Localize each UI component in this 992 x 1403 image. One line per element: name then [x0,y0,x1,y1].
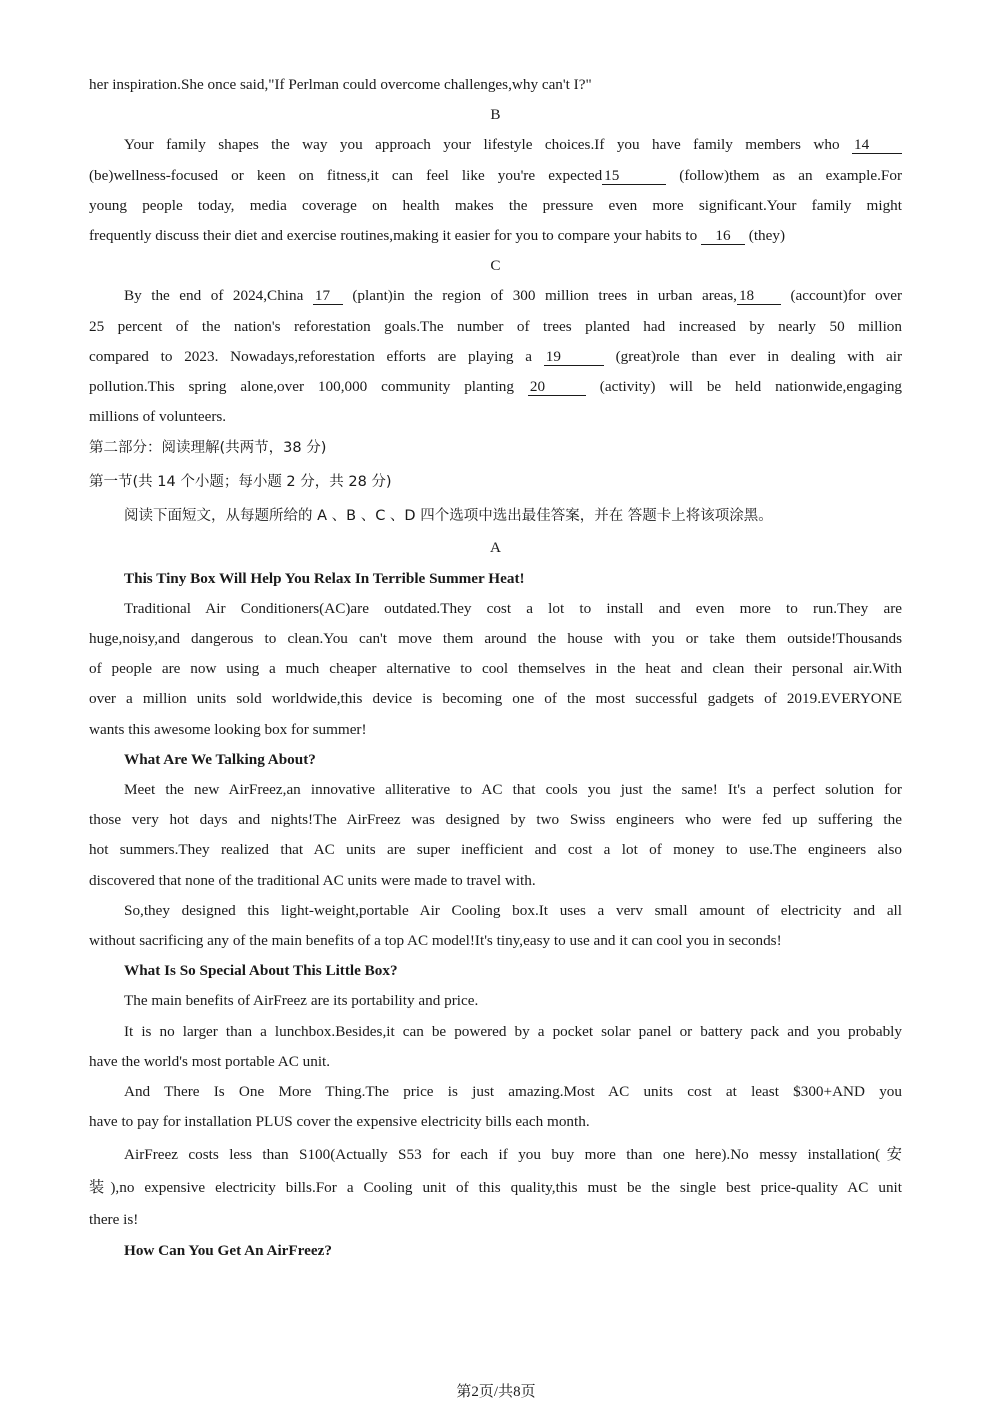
article-subheading-1: What Are We Talking About? [124,750,316,768]
blank-19[interactable]: 19 [544,348,604,366]
article-p1-line-1: Traditional Air Conditioners(AC)are outdated.They cost a lot to install and even more to run.They are [124,599,902,617]
section-b-line-3: young people today, media coverage on health makes the pressure even more significant.Your family might [89,196,902,214]
section-c-heading: C [490,257,501,275]
article-p7-line-1: AirFreez costs less than S100(Actually S53 for each if you buy more than one here).No messy installation(安 [124,1145,902,1163]
article-p5-line-2: have the world's most portable AC unit. [89,1052,331,1070]
article-p3-line-2: without sacrificing any of the main benefits of a top AC model!It's tiny,easy to use and it can cool you in seconds! [89,932,782,950]
blank-20[interactable]: 20 [528,378,586,396]
blank-15[interactable]: 15 [602,167,666,185]
section-c-line-2: 25 percent of the nation's reforestation goals.The number of trees planted had increased by nearly 50 million [89,317,902,335]
article-p4: The main benefits of AirFreez are its portability and price. [124,992,479,1010]
article-p1-line-2: huge,noisy,and dangerous to clean.You can't move them around the house with you or take them outside!Thousands [89,630,902,648]
section-c-line-1: By the end of 2024,China 17 (plant)in the region of 300 million trees in urban areas, 18 (account)for over [124,287,903,305]
article-p2-line-1: Meet the new AirFreez,an innovative alliterative to AC that cools you just the same! It's a perfect solution for [124,781,902,799]
article-p6-line-2: have to pay for installation PLUS cover the expensive electricity bills each month. [89,1113,590,1131]
section-c-line-5: millions of volunteers. [89,408,227,426]
section-b-line-4: frequently discuss their diet and exercise routines,making it easier for you to compare your habits to 16 (they) [89,227,786,245]
article-p1-line-5: wants this awesome looking box for summer! [89,720,367,738]
section-c-line-4: pollution.This spring alone,over 100,000 community planting 20 (activity) will be held nationwide,engaging [89,378,903,396]
part2-instruction: 阅读下面短文，从每题所给的 A 、B 、C 、D 四个选项中选出最佳答案，并在 答题卡上将该项涂黑。 [124,508,773,525]
article-p5-line-1: It is no larger than a lunchbox.Besides,it can be powered by a pocket solar panel or battery pack and you probably [124,1022,902,1040]
article-subheading-3: How Can You Get An AirFreez? [124,1241,332,1259]
article-p6-line-1: And There Is One More Thing.The price is just amazing.Most AC units cost at least $300+AND you [124,1083,902,1101]
article-p1-line-3: of people are now using a much cheaper alternative to cool themselves in the heat and clean their personal air.With [89,660,902,678]
article-p2-line-4: discovered that none of the traditional AC units were made to travel with. [89,871,536,889]
section-c-line-3: compared to 2023. Nowadays,reforestation efforts are playing a 19 (great)role than ever in dealing with air [89,347,903,365]
article-p2-line-2: those very hot days and nights!The AirFreez was designed by two Swiss engineers who were fed up suffering the [89,811,902,829]
section-b-line-2: (be)wellness-focused or keen on fitness,it can feel like you're expected 15 (follow)them as an example.For [89,166,903,184]
blank-14[interactable]: 14 [852,136,902,154]
article-subheading-2: What Is So Special About This Little Box? [124,962,398,980]
article-title: This Tiny Box Will Help You Relax In Terrible Summer Heat! [124,569,525,587]
article-p7-line-3: there is! [89,1210,139,1228]
article-p7-line-2: 装),no expensive electricity bills.For a Cooling unit of this quality,this must be the single best price-quality AC unit [89,1178,902,1196]
blank-16[interactable]: 16 [701,227,745,245]
article-p3-line-1: So,they designed this light-weight,portable Air Cooling box.It uses a verv small amount of electricity and all [124,901,902,919]
blank-18[interactable]: 18 [737,287,781,305]
section-b-heading: B [490,106,501,124]
article-p1-line-4: over a million units sold worldwide,this device is becoming one of the most successful gadgets of 2019.EVERYONE [89,690,902,708]
part2-title: 第二部分：阅读理解(共两节，38 分) [89,440,327,457]
page-number: 第2页/共8页 [456,1384,536,1400]
passage-a-heading: A [490,539,501,557]
blank-17[interactable]: 17 [313,287,343,305]
intro-line: her inspiration.She once said,"If Perlman could overcome challenges,why can't I?" [89,76,592,93]
section-b-line-1: Your family shapes the way you approach your lifestyle choices.If you have family members who 14 [89,130,902,160]
document-page [89,70,902,1266]
article-p2-line-3: hot summers.They realized that AC units are super inefficient and cost a lot of money to use.The engineers also [89,841,902,859]
part2-section1: 第一节(共 14 个小题；每小题 2 分，共 28 分) [89,474,392,491]
